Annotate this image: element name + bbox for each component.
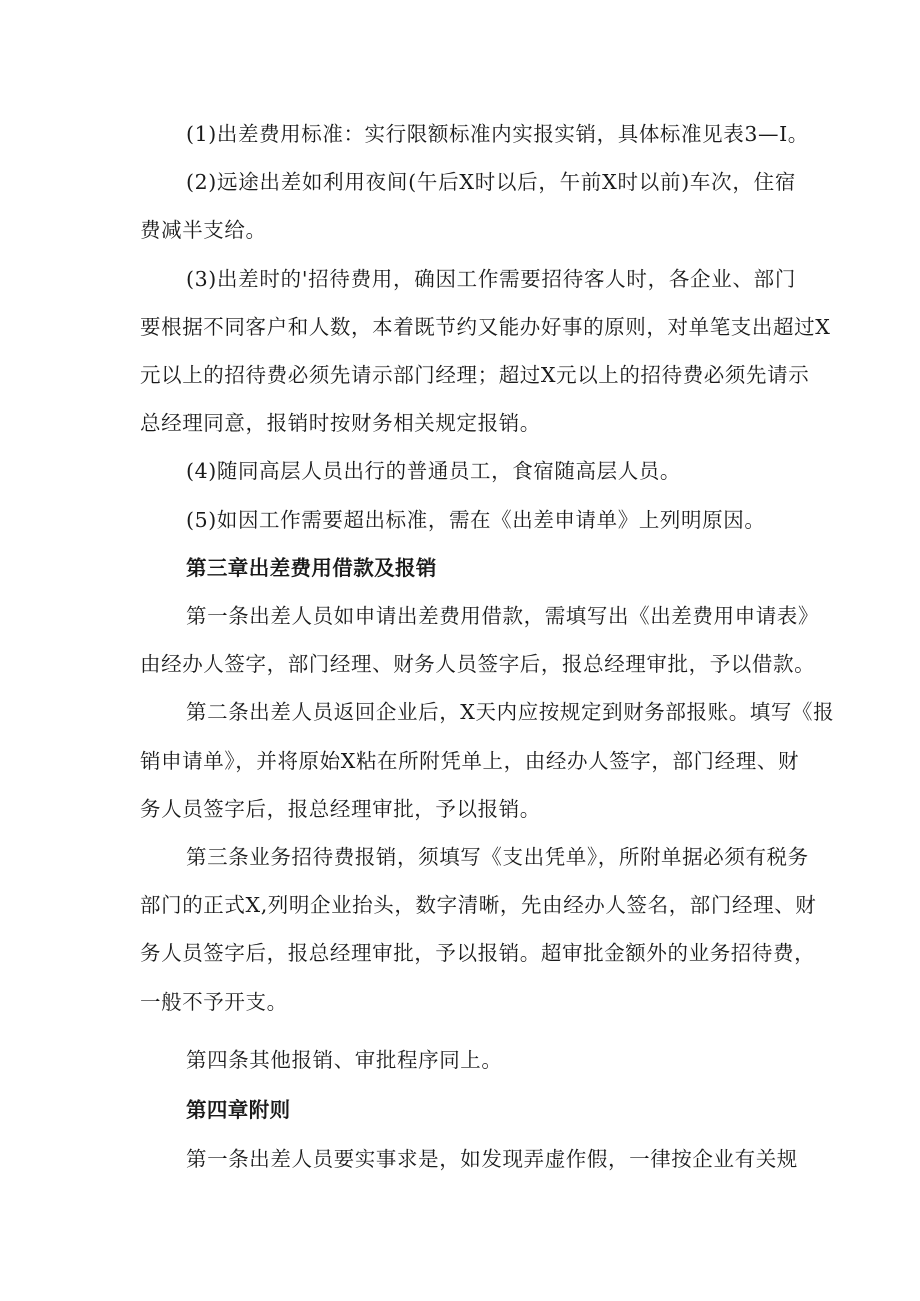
clause-3-line: 总经理同意，报销时按财务相关规定报销。: [140, 411, 541, 435]
article-4-line: 第四条其他报销、审批程序同上。: [186, 1048, 503, 1072]
article-3-line: 务人员签字后，报总经理审批，予以报销。超审批金额外的业务招待费，: [140, 941, 816, 965]
appendix-article-1-line: 第一条出差人员要实事求是，如发现弄虚作假，一律按企业有关规: [186, 1147, 798, 1171]
clause-2-line: (2)远途出差如利用夜间(午后X时以后，午前X时以前)车次，住宿: [186, 170, 796, 194]
article-2-line: 销申请单》，并将原始X粘在所附凭单上，由经办人签字，部门经理、财: [140, 749, 800, 773]
chapter-3-heading: 第三章出差费用借款及报销: [186, 556, 437, 580]
article-1-line: 第一条出差人员如申请出差费用借款，需填写出《出差费用申请表》: [186, 604, 819, 628]
article-2-line: 第二条出差人员返回企业后，X天内应按规定到财务部报账。填写《报: [186, 700, 835, 724]
clause-5-line: (5)如因工作需要超出标准，需在《出差申请单》上列明原因。: [186, 508, 766, 532]
clause-3-line: 要根据不同客户和人数，本着既节约又能办好事的原则，对单笔支出超过X: [140, 315, 831, 339]
clause-4-line: (4)随同高层人员出行的普通员工，食宿随高层人员。: [186, 459, 682, 483]
clause-3-line: 元以上的招待费必须先请示部门经理；超过X元以上的招待费必须先请示: [140, 363, 810, 387]
clause-2-line: 费减半支给。: [140, 218, 267, 242]
article-3-line: 部门的正式X,列明企业抬头，数字清晰，先由经办人签名，部门经理、财: [140, 893, 817, 917]
chapter-4-heading: 第四章附则: [186, 1098, 291, 1122]
article-3-line: 第三条业务招待费报销，须填写《支出凭单》，所附单据必须有税务: [186, 845, 809, 869]
article-2-line: 务人员签字后，报总经理审批，予以报销。: [140, 797, 541, 821]
clause-3-line: (3)出差时的'招待费用，确因工作需要招待客人时，各企业、部门: [186, 267, 796, 291]
article-3-line: 一般不予开支。: [140, 990, 288, 1014]
clause-1-line: (1)出差费用标准：实行限额标准内实报实销，具体标准见表3—I。: [186, 122, 809, 146]
article-1-line: 由经办人签字，部门经理、财务人员签字后，报总经理审批，予以借款。: [140, 652, 816, 676]
